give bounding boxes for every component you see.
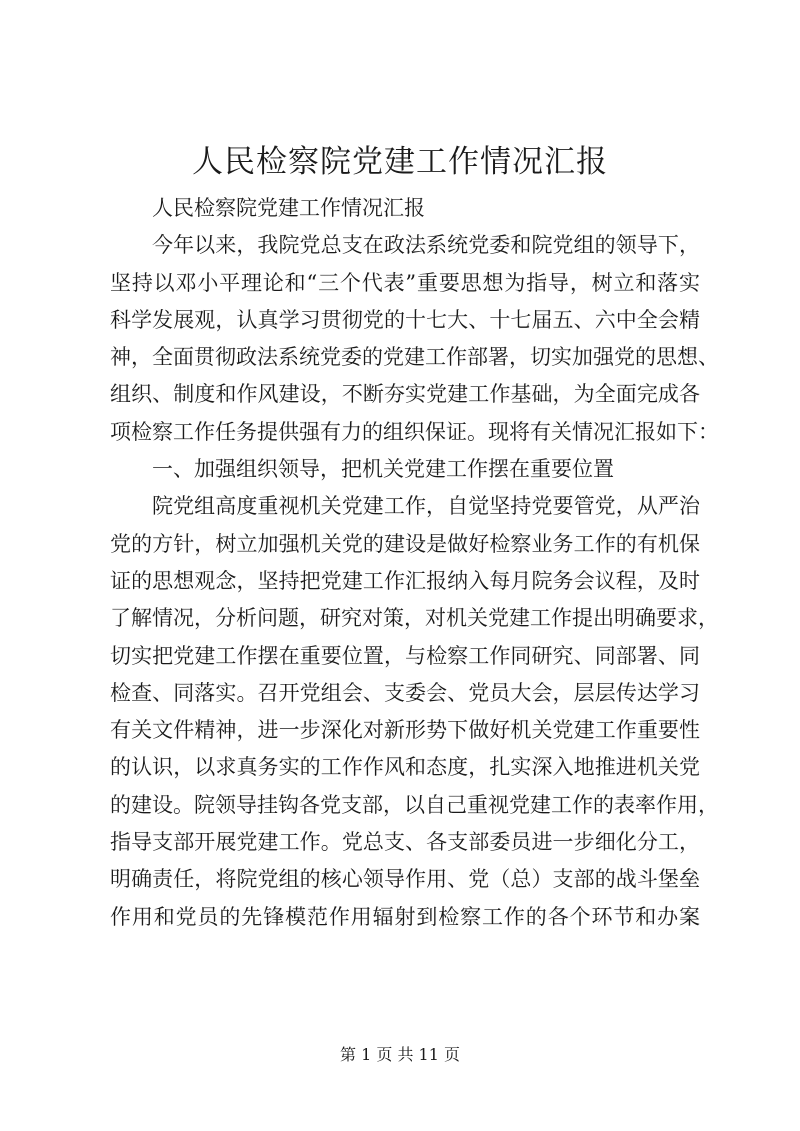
paragraph-line: 神，全面贯彻政法系统党委的党建工作部署，切实加强党的思想、 <box>110 345 719 370</box>
section-heading: 一、加强组织领导，把机关党建工作摆在重要位置 <box>152 457 614 482</box>
paragraph-line: 检查、同落实。召开党组会、支委会、党员大会，层层传达学习 <box>110 680 700 705</box>
paragraph-line: 的认识，以求真务实的工作作风和态度，扎实深入地推进机关党 <box>110 755 700 780</box>
paragraph-line: 有关文件精神，进一步深化对新形势下做好机关党建工作重要性 <box>110 718 700 743</box>
subtitle-line: 人民检察院党建工作情况汇报 <box>152 196 425 220</box>
paragraph-line: 切实把党建工作摆在重要位置，与检察工作同研究、同部署、同 <box>110 643 700 668</box>
paragraph-line: 今年以来，我院党总支在政法系统党委和院党组的领导下， <box>152 233 700 258</box>
paragraph-line: 院党组高度重视机关党建工作，自觉坚持党要管党，从严治 <box>152 494 700 519</box>
paragraph-line: 了解情况，分析问题，研究对策，对机关党建工作提出明确要求， <box>110 606 719 631</box>
paragraph-line: 的建设。院领导挂钩各党支部，以自己重视党建工作的表率作用， <box>110 792 719 817</box>
paragraph-line: 科学发展观，认真学习贯彻党的十七大、十七届五、六中全会精 <box>110 307 700 332</box>
paragraph-line: 作用和党员的先锋模范作用辐射到检察工作的各个环节和办案 <box>110 904 700 929</box>
document-body <box>110 190 719 936</box>
paragraph-line: 明确责任，将院党组的核心领导作用、党（总）支部的战斗堡垒 <box>110 867 700 892</box>
paragraph-line: 党的方针，树立加强机关党的建设是做好检察业务工作的有机保 <box>110 531 700 556</box>
paragraph-line: 证的思想观念，坚持把党建工作汇报纳入每月院务会议程，及时 <box>110 568 700 593</box>
document-title: 人民检察院党建工作情况汇报 <box>192 144 608 180</box>
paragraph-line: 坚持以邓小平理论和“三个代表”重要思想为指导，树立和落实 <box>110 270 700 295</box>
page-number-footer: 第 1 页 共 11 页 <box>340 1045 460 1064</box>
paragraph-line: 组织、制度和作风建设，不断夯实党建工作基础，为全面完成各 <box>110 382 700 407</box>
paragraph-line: 指导支部开展党建工作。党总支、各支部委员进一步细化分工， <box>110 830 700 855</box>
paragraph-line: 项检察工作任务提供强有力的组织保证。现将有关情况汇报如下： <box>110 419 719 444</box>
